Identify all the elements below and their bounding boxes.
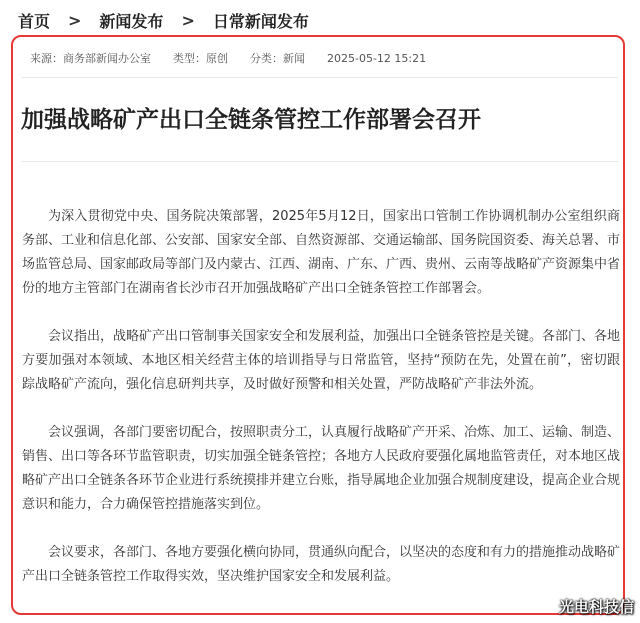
divider bbox=[22, 77, 618, 78]
watermark: 光电科技信 bbox=[558, 598, 634, 616]
meta-source: 来源：商务部新闻办公室 bbox=[30, 52, 151, 65]
breadcrumb bbox=[18, 8, 309, 32]
meta-date: 2025-05-12 15:21 bbox=[327, 51, 427, 65]
breadcrumb-news-release-link[interactable]: 新闻发布 bbox=[99, 11, 164, 31]
divider bbox=[22, 161, 618, 162]
article-title: 加强战略矿产出口全链条管控工作部署会召开 bbox=[21, 107, 481, 133]
breadcrumb-separator: > bbox=[68, 10, 82, 30]
meta-category: 分类：新闻 bbox=[250, 52, 305, 65]
article-body bbox=[22, 205, 620, 613]
article-paragraph: 会议要求，各部门、各地方要强化横向协同，贯通纵向配合，以坚决的态度和有力的措施推动战略矿产出口全链条管控工作取得实效，坚决维护国家安全和发展利益。 bbox=[22, 545, 621, 584]
breadcrumb-home-link[interactable]: 首页 bbox=[18, 11, 51, 31]
article-paragraph: 为深入贯彻党中央、国务院决策部署，2025年5月12日，国家出口管制工作协调机制办公室组织商务部、工业和信息化部、公安部、国家安全部、自然资源部、交通运输部、国务院国资委、海关总署、市场监管总局、国家邮政局等部门及内蒙古、江西、湖南、广东、广西、贵州、云南等战略矿产资源集中省份的地方主管部门在湖南省长沙市召开加强战略矿产出口全链条管控工作部署会。 bbox=[22, 209, 621, 296]
meta-type: 类型：原创 bbox=[173, 52, 228, 65]
article-meta bbox=[30, 49, 448, 67]
breadcrumb-separator: > bbox=[181, 10, 195, 30]
article-paragraph: 会议强调，各部门要密切配合，按照职责分工，认真履行战略矿产开采、冶炼、加工、运输、制造、销售、出口等各环节监管职责，切实加强全链条管控；各地方人民政府要强化属地监管责任，对本地区战略矿产出口全链条各环节企业进行系统摸排并建立台账，指导属地企业加强合规制度建设，提高企业合规意识和能力，合力确保管控措施落实到位。 bbox=[22, 425, 621, 512]
article-paragraph: 会议指出，战略矿产出口管制事关国家安全和发展利益，加强出口全链条管控是关键。各部门、各地方要加强对本领域、本地区相关经营主体的培训指导与日常监管，坚持“预防在先，处置在前”，密切跟踪战略矿产流向，强化信息研判共享，及时做好预警和相关处置，严防战略矿产非法外流。 bbox=[22, 329, 621, 392]
breadcrumb-daily-news-link[interactable]: 日常新闻发布 bbox=[212, 11, 309, 31]
